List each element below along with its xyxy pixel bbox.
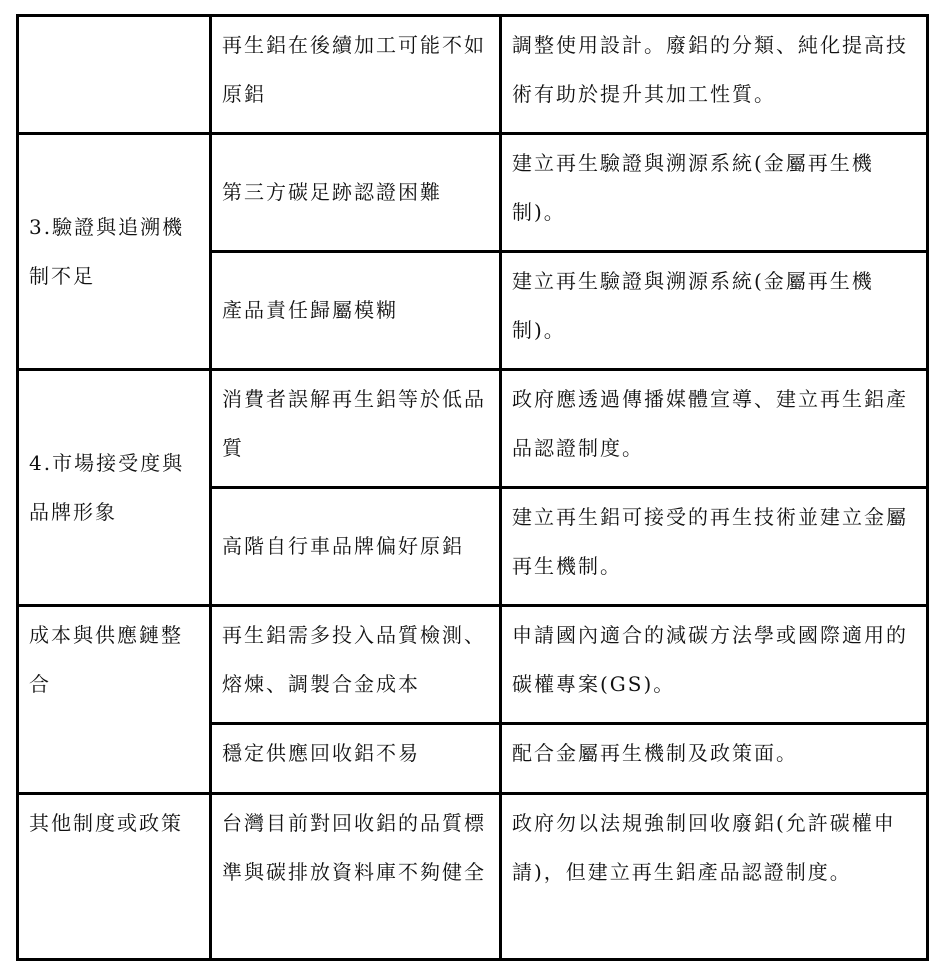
- problem-cell: 高階自行車品牌偏好原鋁: [211, 488, 501, 606]
- problem-cell: 消費者誤解再生鋁等於低品質: [211, 370, 501, 488]
- table-row: [18, 794, 928, 960]
- solution-cell: 建立再生鋁可接受的再生技術並建立金屬再生機制。: [501, 488, 928, 606]
- problem-cell: 再生鋁需多投入品質檢測、熔煉、調製合金成本: [211, 606, 501, 724]
- table-row: [18, 134, 928, 252]
- problem-cell: 第三方碳足跡認證困難: [211, 134, 501, 252]
- category-cell: 其他制度或政策: [18, 794, 211, 960]
- problem-cell: 產品責任歸屬模糊: [211, 252, 501, 370]
- category-cell: 3.驗證與追溯機制不足: [18, 134, 211, 370]
- table-row: [18, 370, 928, 488]
- solution-cell: 政府勿以法規強制回收廢鋁(允許碳權申請)，但建立再生鋁產品認證制度。: [501, 794, 928, 960]
- problem-cell: 再生鋁在後續加工可能不如原鋁: [211, 16, 501, 134]
- solution-cell: 配合金屬再生機制及政策面。: [501, 724, 928, 794]
- solution-cell: 申請國內適合的減碳方法學或國際適用的碳權專案(GS)。: [501, 606, 928, 724]
- category-cell: 4.市場接受度與品牌形象: [18, 370, 211, 606]
- solution-cell: 建立再生驗證與溯源系統(金屬再生機制)。: [501, 252, 928, 370]
- solution-cell: 建立再生驗證與溯源系統(金屬再生機制)。: [501, 134, 928, 252]
- solution-cell: 調整使用設計。廢鋁的分類、純化提高技術有助於提升其加工性質。: [501, 16, 928, 134]
- category-cell: 成本與供應鏈整合: [18, 606, 211, 794]
- challenges-table: [16, 14, 929, 961]
- solution-cell: 政府應透過傳播媒體宣導、建立再生鋁產品認證制度。: [501, 370, 928, 488]
- table-row: [18, 606, 928, 724]
- table-row: [18, 16, 928, 134]
- category-cell: [18, 16, 211, 134]
- problem-cell: 台灣目前對回收鋁的品質標準與碳排放資料庫不夠健全: [211, 794, 501, 960]
- problem-cell: 穩定供應回收鋁不易: [211, 724, 501, 794]
